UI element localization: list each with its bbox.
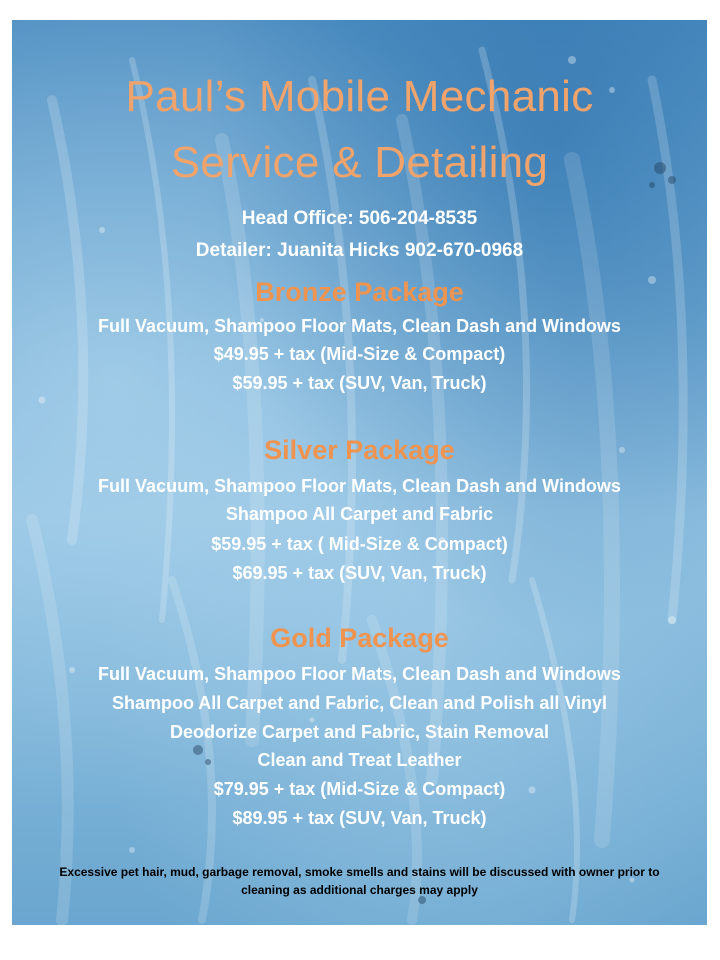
additional-charges-note: Excessive pet hair, mud, garbage removal, smoke smells and stains will be discussed with owner prior to cleaning as additional charges may apply xyxy=(59,865,660,897)
gold-services: Full Vacuum, Shampoo Floor Mats, Clean Dash and Windows xyxy=(98,664,621,684)
bronze-price-suv: $59.95 + tax (SUV, Van, Truck) xyxy=(232,373,487,393)
bronze-services: Full Vacuum, Shampoo Floor Mats, Clean Dash and Windows xyxy=(98,316,621,336)
bronze-package-title: Bronze Package xyxy=(255,277,464,307)
silver-services-extra: Shampoo All Carpet and Fabric xyxy=(225,504,494,524)
business-title-line2: Service & Detailing xyxy=(170,138,549,187)
gold-services-deodorize: Deodorize Carpet and Fabric, Stain Removal xyxy=(169,722,550,742)
bronze-price-compact: $49.95 + tax (Mid-Size & Compact) xyxy=(213,344,506,364)
gold-services-leather: Clean and Treat Leather xyxy=(257,750,462,770)
flyer-background xyxy=(12,20,707,925)
gold-price-suv: $89.95 + tax (SUV, Van, Truck) xyxy=(232,808,487,828)
silver-price-compact: $59.95 + tax ( Mid-Size & Compact) xyxy=(211,534,508,554)
silver-price-suv: $69.95 + tax (SUV, Van, Truck) xyxy=(232,563,487,583)
head-office-phone: Head Office: 506-204-8535 xyxy=(241,208,478,229)
flyer-content xyxy=(12,20,707,925)
silver-services: Full Vacuum, Shampoo Floor Mats, Clean Dash and Windows xyxy=(98,476,621,496)
detailer-contact: Detailer: Juanita Hicks 902-670-0968 xyxy=(195,240,524,261)
business-title-line1: Paul’s Mobile Mechanic xyxy=(125,72,594,121)
gold-price-compact: $79.95 + tax (Mid-Size & Compact) xyxy=(213,779,506,799)
gold-package-title: Gold Package xyxy=(270,623,449,653)
gold-services-carpet-vinyl: Shampoo All Carpet and Fabric, Clean and Polish all Vinyl xyxy=(111,693,608,713)
silver-package-title: Silver Package xyxy=(264,435,455,465)
